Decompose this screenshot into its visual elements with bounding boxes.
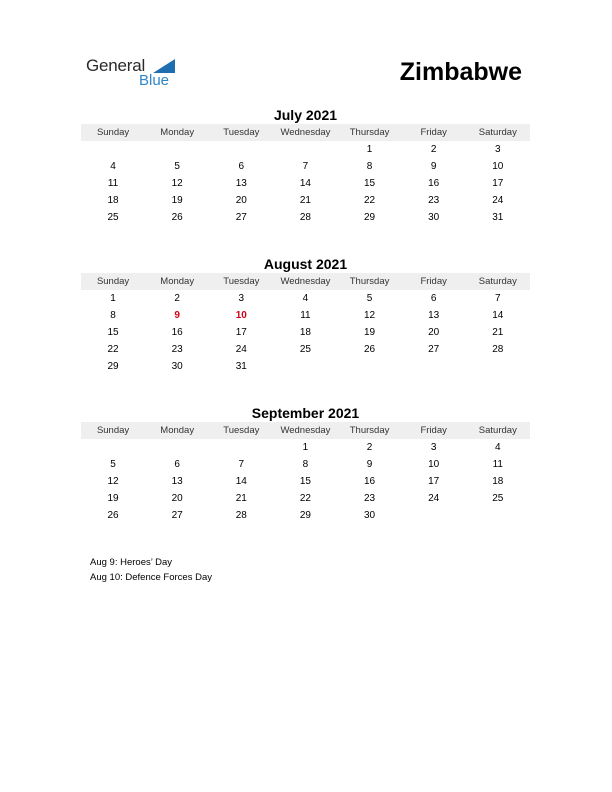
empty-day-cell <box>273 141 337 158</box>
day-cell: 27 <box>171 510 183 521</box>
day-cell: 29 <box>364 212 376 223</box>
day-cell: 17 <box>492 178 504 189</box>
week-row <box>81 158 530 175</box>
empty-day-cell <box>273 358 337 375</box>
day-cell: 18 <box>492 476 504 487</box>
week-row <box>81 358 530 375</box>
holiday-notes <box>90 556 212 585</box>
day-cell: 18 <box>299 327 311 338</box>
day-cell: 14 <box>235 476 247 487</box>
week-row <box>81 209 530 226</box>
week-row <box>81 192 530 209</box>
month-calendar-july <box>81 106 530 226</box>
month-calendar-september <box>81 404 530 524</box>
weekday-label: Saturday <box>478 276 517 287</box>
weekday-label: Tuesday <box>223 425 260 436</box>
week-row <box>81 439 530 456</box>
empty-day-cell <box>209 439 273 456</box>
week-row <box>81 341 530 358</box>
day-cell: 16 <box>428 178 440 189</box>
country-title: Zimbabwe <box>399 58 522 86</box>
month-title: September 2021 <box>251 405 360 421</box>
day-cell: 12 <box>107 476 119 487</box>
day-cell: 21 <box>299 195 311 206</box>
day-cell: 2 <box>366 442 373 453</box>
week-row <box>81 456 530 473</box>
day-cell: 20 <box>235 195 247 206</box>
week-row <box>81 324 530 341</box>
day-cell: 30 <box>171 361 183 372</box>
week-row <box>81 307 530 324</box>
empty-day-cell <box>402 358 466 375</box>
day-cell: 17 <box>428 476 440 487</box>
weekday-label: Wednesday <box>280 127 331 138</box>
day-cell: 28 <box>492 344 504 355</box>
day-cell: 7 <box>495 293 501 304</box>
day-cell: 2 <box>430 144 437 155</box>
day-cell: 9 <box>430 161 437 172</box>
week-row <box>81 490 530 507</box>
day-cell: 27 <box>428 344 440 355</box>
weekday-label: Monday <box>160 127 195 138</box>
day-cell: 10 <box>428 459 440 470</box>
day-cell: 21 <box>492 327 504 338</box>
empty-day-cell <box>81 439 145 456</box>
day-cell: 7 <box>302 161 309 172</box>
week-row <box>81 141 530 158</box>
day-cell: 10 <box>235 310 247 321</box>
day-cell: 25 <box>492 493 504 504</box>
empty-day-cell <box>145 141 209 158</box>
day-cell: 8 <box>302 459 309 470</box>
day-cell: 5 <box>174 161 180 172</box>
day-cell: 30 <box>428 212 440 223</box>
day-cell: 13 <box>171 476 183 487</box>
day-cell: 22 <box>364 195 376 206</box>
day-cell: 26 <box>171 212 183 223</box>
day-cell: 7 <box>238 459 245 470</box>
day-cell: 5 <box>110 459 116 470</box>
logo-triangle-icon <box>153 59 175 73</box>
day-cell: 2 <box>174 293 180 304</box>
day-cell: 22 <box>299 493 311 504</box>
weekday-header-row <box>81 273 530 290</box>
day-cell: 26 <box>107 510 119 521</box>
week-row <box>81 290 530 307</box>
weekday-label: Sunday <box>96 425 130 436</box>
weekday-label: Saturday <box>478 425 517 436</box>
day-cell: 13 <box>235 178 247 189</box>
day-cell: 26 <box>364 344 376 355</box>
day-cell: 31 <box>235 361 247 372</box>
day-cell: 11 <box>300 310 311 321</box>
day-cell: 28 <box>235 510 247 521</box>
day-cell: 4 <box>302 293 309 304</box>
day-cell: 31 <box>492 212 504 223</box>
day-cell: 24 <box>235 344 247 355</box>
month-title: August 2021 <box>263 256 348 272</box>
day-cell: 3 <box>495 144 501 155</box>
empty-day-cell <box>145 439 209 456</box>
day-cell: 4 <box>110 161 116 172</box>
day-cell: 13 <box>428 310 440 321</box>
empty-day-cell <box>338 358 402 375</box>
day-cell: 6 <box>238 161 245 172</box>
empty-day-cell <box>209 141 273 158</box>
logo-blue-text: Blue <box>139 72 170 89</box>
day-cell: 6 <box>174 459 180 470</box>
day-cell: 17 <box>235 327 247 338</box>
day-cell: 1 <box>110 293 116 304</box>
month-calendar-august <box>81 255 530 375</box>
day-cell: 4 <box>495 442 501 453</box>
weekday-header-row <box>81 422 530 439</box>
week-row <box>81 507 530 524</box>
empty-day-cell <box>466 358 530 375</box>
weekday-label: Friday <box>420 127 447 138</box>
day-cell: 1 <box>366 144 373 155</box>
weekday-label: Wednesday <box>280 425 331 436</box>
weekday-label: Thursday <box>349 127 390 138</box>
day-cell: 16 <box>364 476 376 487</box>
week-row <box>81 473 530 490</box>
day-cell: 14 <box>299 178 311 189</box>
week-row <box>81 175 530 192</box>
holiday-note: Aug 10: Defence Forces Day <box>90 571 212 583</box>
day-cell: 6 <box>430 293 437 304</box>
day-cell: 25 <box>107 212 119 223</box>
day-cell: 10 <box>492 161 504 172</box>
weekday-label: Sunday <box>96 276 130 287</box>
day-cell: 19 <box>364 327 376 338</box>
day-cell: 12 <box>364 310 376 321</box>
day-cell: 19 <box>171 195 183 206</box>
day-cell: 15 <box>299 476 311 487</box>
day-cell: 8 <box>110 310 116 321</box>
weekday-label: Thursday <box>349 276 390 287</box>
day-cell: 11 <box>492 459 503 470</box>
day-cell: 1 <box>302 442 309 453</box>
day-cell: 28 <box>299 212 311 223</box>
weekday-label: Tuesday <box>223 127 260 138</box>
day-cell: 23 <box>428 195 440 206</box>
weekday-label: Monday <box>160 425 195 436</box>
day-cell: 24 <box>492 195 504 206</box>
weekday-label: Friday <box>420 425 447 436</box>
day-cell: 25 <box>299 344 311 355</box>
day-cell: 3 <box>430 442 437 453</box>
day-cell: 29 <box>299 510 311 521</box>
weekday-header-row <box>81 124 530 141</box>
logo-general-text: General <box>86 56 146 75</box>
day-cell: 20 <box>171 493 183 504</box>
empty-day-cell <box>466 507 530 524</box>
day-cell: 18 <box>107 195 119 206</box>
day-cell: 29 <box>107 361 119 372</box>
day-cell: 15 <box>107 327 119 338</box>
holiday-note: Aug 9: Heroes’ Day <box>90 557 173 568</box>
weekday-label: Sunday <box>96 127 130 138</box>
empty-day-cell <box>402 507 466 524</box>
empty-day-cell <box>81 141 145 158</box>
weekday-label: Wednesday <box>280 276 331 287</box>
weekday-label: Tuesday <box>223 276 260 287</box>
day-cell: 23 <box>171 344 183 355</box>
day-cell: 24 <box>428 493 440 504</box>
day-cell: 9 <box>366 459 373 470</box>
day-cell: 16 <box>171 327 183 338</box>
day-cell: 21 <box>235 493 247 504</box>
day-cell: 22 <box>107 344 119 355</box>
day-cell: 15 <box>364 178 376 189</box>
day-cell: 27 <box>235 212 247 223</box>
day-cell: 11 <box>107 178 119 189</box>
weekday-label: Thursday <box>349 425 390 436</box>
day-cell: 9 <box>174 310 180 321</box>
weekday-label: Saturday <box>478 127 517 138</box>
day-cell: 8 <box>366 161 373 172</box>
day-cell: 20 <box>428 327 440 338</box>
weekday-label: Friday <box>420 276 447 287</box>
day-cell: 3 <box>238 293 245 304</box>
day-cell: 12 <box>171 178 183 189</box>
brand-logo <box>86 56 186 90</box>
day-cell: 23 <box>364 493 376 504</box>
day-cell: 14 <box>492 310 504 321</box>
day-cell: 19 <box>107 493 119 504</box>
month-title: July 2021 <box>273 107 338 123</box>
weekday-label: Monday <box>160 276 195 287</box>
day-cell: 30 <box>364 510 376 521</box>
day-cell: 5 <box>366 293 373 304</box>
